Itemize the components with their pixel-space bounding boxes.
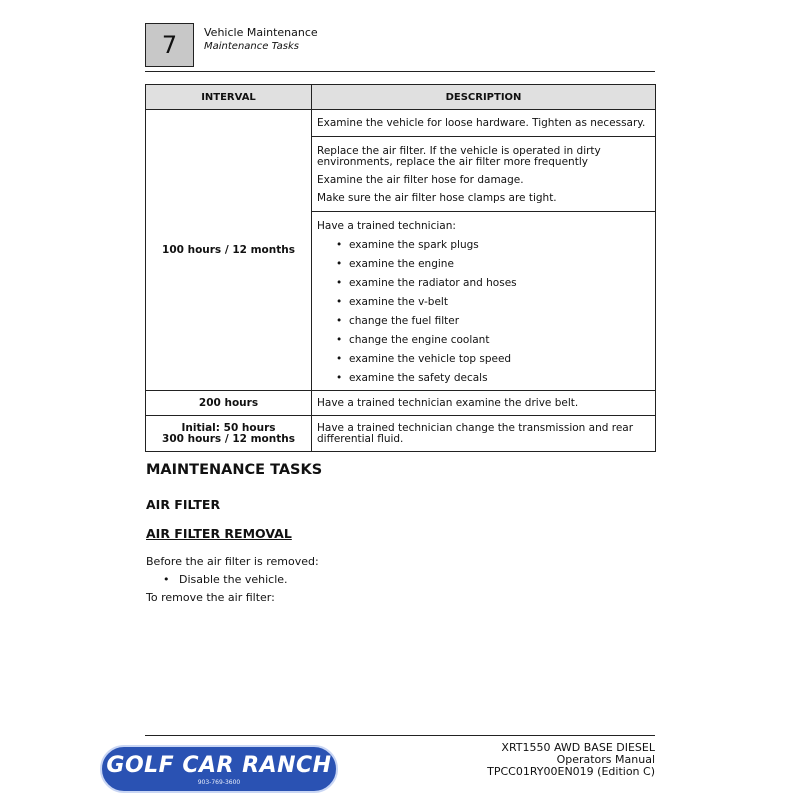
table-row bbox=[146, 110, 656, 137]
list-item: • change the fuel filter bbox=[336, 315, 460, 327]
list-item bbox=[163, 573, 288, 586]
section-heading-maintenance-tasks: MAINTENANCE TASKS bbox=[146, 462, 323, 478]
list-item: • examine the spark plugs bbox=[336, 239, 479, 251]
header-subtitle: Maintenance Tasks bbox=[204, 41, 299, 52]
logo-name: GOLF CAR RANCH bbox=[106, 753, 332, 778]
logo-phone: 903-769-3600 bbox=[197, 779, 241, 786]
chapter-number-box bbox=[145, 23, 194, 67]
header-divider bbox=[145, 71, 655, 72]
before-bullet-text: Disable the vehicle. bbox=[179, 573, 288, 586]
header-title: Vehicle Maintenance bbox=[204, 26, 318, 39]
interval-cell bbox=[146, 416, 312, 452]
maintenance-table bbox=[145, 84, 656, 452]
list-item: • examine the vehicle top speed bbox=[336, 353, 512, 365]
golf-car-ranch-logo bbox=[100, 745, 338, 793]
table-row bbox=[146, 391, 656, 416]
table-row bbox=[146, 416, 656, 452]
description-intro: Have a trained technician: bbox=[317, 220, 456, 232]
before-removal-text: Before the air filter is removed: bbox=[146, 555, 319, 568]
footer-manual: Operators Manual bbox=[556, 753, 655, 766]
footer-info bbox=[487, 742, 655, 778]
column-header-interval: INTERVAL bbox=[146, 85, 312, 110]
description-text: Examine the vehicle for loose hardware. Tighten as necessary. bbox=[317, 116, 646, 129]
interval-cell: 100 hours / 12 months bbox=[146, 110, 312, 391]
interval-cell: 200 hours bbox=[146, 391, 312, 416]
section-heading-air-filter: AIR FILTER bbox=[146, 497, 221, 512]
list-item: • examine the radiator and hoses bbox=[336, 277, 517, 289]
footer-divider bbox=[145, 735, 655, 736]
description-cell: Have a trained technician examine the drive belt. bbox=[312, 391, 656, 416]
list-item: • examine the safety decals bbox=[336, 372, 488, 384]
interval-line: Initial: 50 hours bbox=[181, 421, 276, 434]
list-item: • change the engine coolant bbox=[336, 334, 490, 346]
list-item: • examine the v-belt bbox=[336, 296, 448, 308]
description-cell bbox=[312, 416, 656, 452]
footer-model: XRT1550 AWD BASE DIESEL bbox=[501, 741, 655, 754]
description-cell bbox=[312, 137, 656, 212]
interval-line: 300 hours / 12 months bbox=[162, 432, 295, 445]
section-heading-air-filter-removal: AIR FILTER REMOVAL bbox=[146, 526, 292, 541]
description-text: Replace the air filter. If the vehicle is operated in dirty environments, replace the air filter more frequently bbox=[317, 145, 601, 168]
bullet-icon: • bbox=[163, 573, 170, 586]
table-header-row bbox=[146, 85, 656, 110]
description-text: Make sure the air filter hose clamps are tight. bbox=[317, 192, 557, 204]
description-text: Examine the air filter hose for damage. bbox=[317, 174, 524, 186]
description-cell bbox=[312, 110, 656, 137]
column-header-description: DESCRIPTION bbox=[312, 85, 656, 110]
list-item: • examine the engine bbox=[336, 258, 454, 270]
remove-intro-text: To remove the air filter: bbox=[146, 591, 275, 604]
footer-doc-code: TPCC01RY00EN019 (Edition C) bbox=[487, 765, 655, 778]
technician-task-list bbox=[317, 236, 655, 388]
description-cell bbox=[312, 212, 656, 391]
chapter-number: 7 bbox=[161, 31, 178, 59]
description-text: Have a trained technician change the transmission and rear differential fluid. bbox=[317, 421, 634, 445]
